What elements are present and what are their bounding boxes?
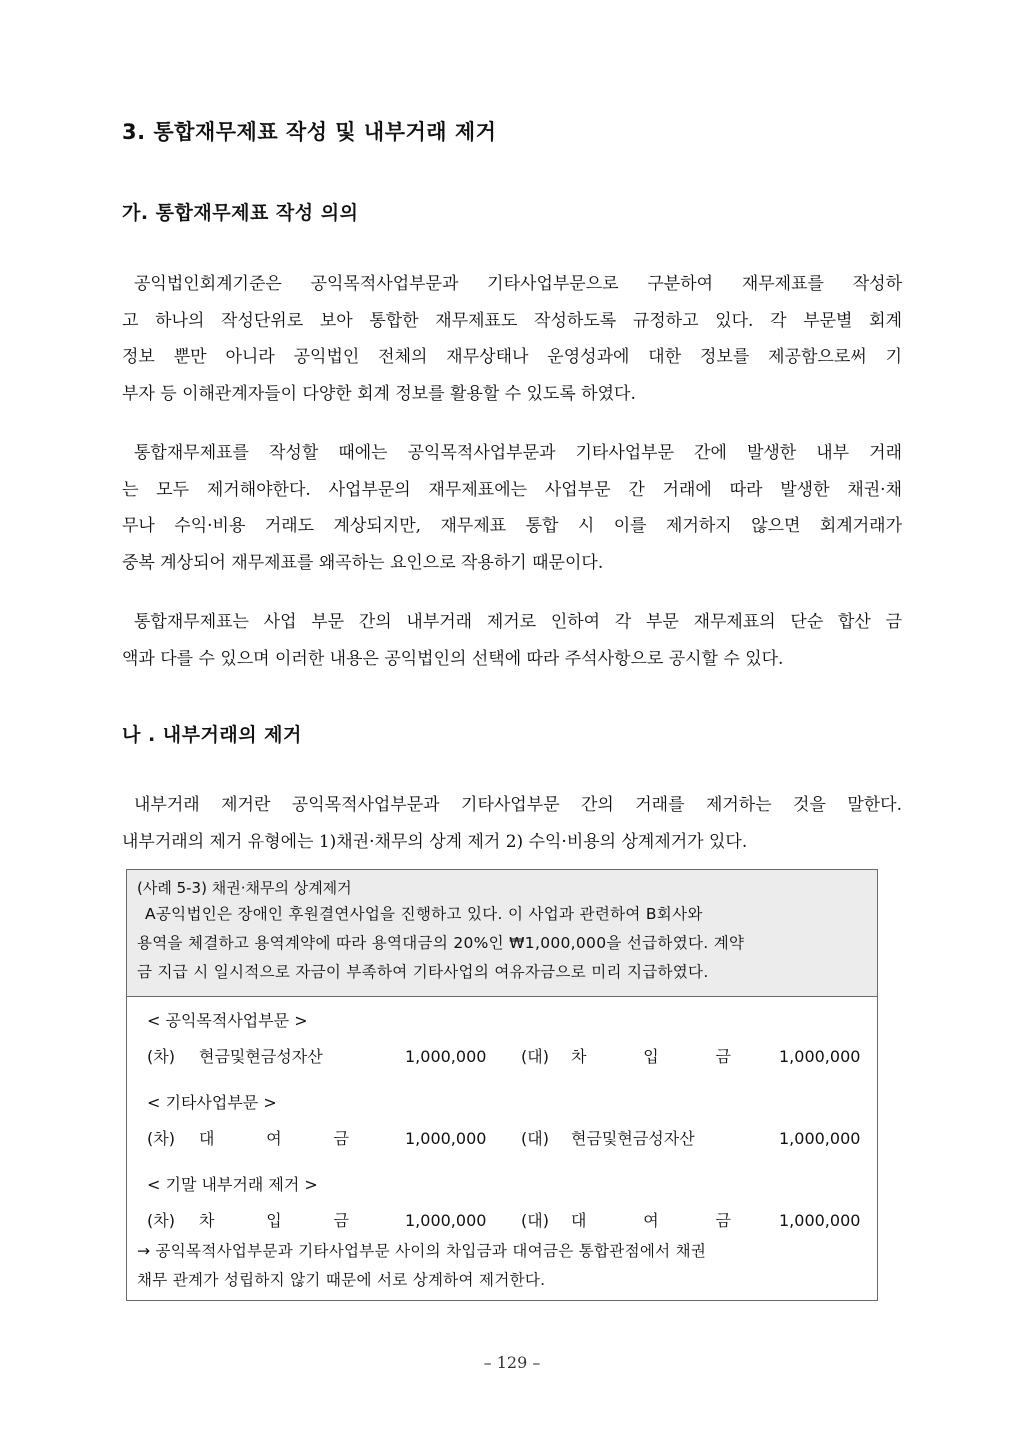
debit-amount: 1,000,000 (405, 1211, 487, 1230)
journal-entry (137, 1041, 867, 1073)
example-box (126, 869, 878, 1301)
credit-amount: 1,000,000 (779, 1047, 861, 1066)
subsection-title-b: 나 . 내부거래의 제거 (122, 724, 302, 746)
credit-amount: 1,000,000 (779, 1129, 861, 1148)
debit-account: 대 여 금 (199, 1129, 349, 1148)
text-line: 내부거래 제거란 공익목적사업부문과 기타사업부문 간의 거래를 제거하는 것을 말한다. (134, 795, 902, 815)
example-note-line: → 공익목적사업부문과 기타사업부문 사이의 차입금과 대여금은 통합관점에서 채권 (137, 1242, 707, 1260)
example-title: (사례 5-3) 채권·채무의 상계제거 (137, 879, 352, 897)
text-line: 통합재무제표는 사업 부문 간의 내부거래 제거로 인하여 각 부문 재무제표의 단순 합산 금 (134, 612, 902, 632)
paragraph-2 (122, 435, 902, 581)
text-line: 공익법인회계기준은 공익목적사업부문과 기타사업부문으로 구분하여 재무제표를 작성하 (134, 274, 902, 294)
text-line: 는 모두 제거해야한다. 사업부문의 재무제표에는 사업부문 간 거래에 따라 발생한 채권·채 (122, 479, 902, 500)
subsection-title-a: 가. 통합재무제표 작성 의의 (122, 202, 359, 224)
debit-label: (차) (147, 1129, 175, 1148)
section-heading: < 기타사업부문 > (147, 1093, 277, 1112)
text-line: 부자 등 이해관계자들이 다양한 회계 정보를 활용할 수 있도록 하였다. (122, 383, 636, 404)
text-line: 액과 다를 수 있으며 이러한 내용은 공익법인의 선택에 따라 주석사항으로 공시할 수 있다. (122, 648, 784, 669)
example-desc-line: 용역을 체결하고 용역계약에 따라 용역대금의 20%인 ₩1,000,000을 선급하였다. 계약 (137, 934, 745, 952)
credit-account: 대 여 금 (571, 1211, 731, 1230)
journal-entry (137, 1205, 867, 1237)
section-heading: < 기말 내부거래 제거 > (147, 1175, 318, 1194)
debit-account: 차 입 금 (199, 1211, 349, 1230)
credit-label: (대) (521, 1211, 549, 1230)
paragraph-4 (122, 787, 902, 860)
text-line: 중복 계상되어 재무제표를 왜곡하는 요인으로 작용하기 때문이다. (122, 552, 604, 573)
example-desc-line: 금 지급 시 일시적으로 자금이 부족하여 기타사업의 여유자금으로 미리 지급하였다. (137, 963, 709, 981)
journal-entries (127, 997, 877, 1295)
debit-amount: 1,000,000 (405, 1129, 487, 1148)
example-note-line: 채무 관계가 성립하지 않기 때문에 서로 상계하여 제거한다. (137, 1271, 546, 1289)
journal-entry (137, 1123, 867, 1155)
credit-label: (대) (521, 1047, 549, 1066)
credit-account: 현금및현금성자산 (571, 1129, 695, 1148)
section-heading: < 공익목적사업부문 > (147, 1011, 308, 1030)
example-header (127, 870, 877, 997)
debit-label: (차) (147, 1047, 175, 1066)
credit-label: (대) (521, 1129, 549, 1148)
text-line: 내부거래의 제거 유형에는 1)채권·채무의 상계 제거 2) 수익·비용의 상계제거가 있다. (122, 831, 748, 852)
text-line: 고 하나의 작성단위로 보아 통합한 재무제표도 작성하도록 규정하고 있다. 각 부문별 회계 (122, 310, 902, 331)
text-line: 무나 수익·비용 거래도 계상되지만, 재무제표 통합 시 이를 제거하지 않으면 회계거래가 (122, 516, 902, 536)
paragraph-3 (122, 604, 902, 677)
example-desc-line: A공익법인은 장애인 후원결연사업을 진행하고 있다. 이 사업과 관련하여 B회사와 (145, 905, 703, 923)
credit-account: 차 입 금 (571, 1047, 731, 1066)
text-line: 정보 뿐만 아니라 공익법인 전체의 재무상태나 운영성과에 대한 정보를 제공함으로써 기 (122, 347, 902, 367)
debit-account: 현금및현금성자산 (199, 1047, 323, 1066)
debit-amount: 1,000,000 (405, 1047, 487, 1066)
section-title: 3. 통합재무제표 작성 및 내부거래 제거 (122, 120, 497, 144)
credit-amount: 1,000,000 (779, 1211, 861, 1230)
paragraph-1 (122, 266, 902, 412)
debit-label: (차) (147, 1211, 175, 1230)
page-number: – 129 – (483, 1353, 541, 1372)
text-line: 통합재무제표를 작성할 때에는 공익목적사업부문과 기타사업부문 간에 발생한 내부 거래 (134, 443, 902, 463)
